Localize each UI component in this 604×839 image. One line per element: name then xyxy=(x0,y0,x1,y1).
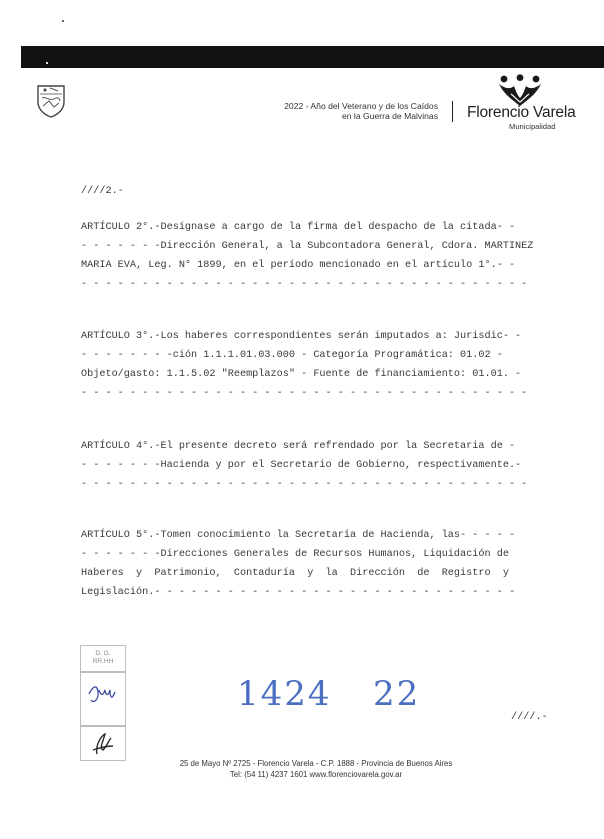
top-black-bar xyxy=(21,46,604,68)
page-marker-top: ////2.- xyxy=(81,186,124,197)
year-motto xyxy=(284,101,438,121)
initials-box xyxy=(80,671,126,727)
article-line: - - - - - - - - - - - - - - - - - - - - - - - - - - - - - - - - - - - - - xyxy=(81,388,528,399)
footer-address: 25 de Mayo Nº 2725 - Florencio Varela - C.P. 1888 - Provincia de Buenos Aires xyxy=(179,759,453,768)
scan-speck xyxy=(46,62,48,64)
article-line: ARTÍCULO 2°.-Desígnase a cargo de la firma del despacho de la citada- - xyxy=(81,222,516,233)
handwritten-initials-icon xyxy=(81,672,125,726)
article-line: Objeto/gasto: 1.1.5.02 "Reemplazos" - Fuente de financiamiento: 01.01. - xyxy=(81,369,522,380)
brand-subtitle: Municipalidad xyxy=(509,122,556,131)
article-line: Legislación.- - - - - - - - - - - - - - - - - - - - - - - - - - - - - - xyxy=(81,587,516,598)
handwritten-signature-icon xyxy=(81,726,125,760)
article-line: - - - - - - - -ción 1.1.1.01.03.000 - Categoría Programática: 01.02 - xyxy=(81,350,503,361)
article-line: ARTÍCULO 4°.-El presente decreto será refrendado por la Secretaria de - xyxy=(81,441,516,452)
header-divider xyxy=(452,101,453,122)
article-line: - - - - - - - - - - - - - - - - - - - - - - - - - - - - - - - - - - - - - xyxy=(81,479,528,490)
motto-line-1: 2022 - Año del Veterano y de los Caídos xyxy=(284,101,438,111)
article-line: - - - - - - -Dirección General, a la Subcontadora General, Cdora. MARTINEZ xyxy=(81,241,534,252)
control-box-rrhh xyxy=(80,645,126,673)
article-line: Haberes y Patrimonio, Contaduría y la Dirección de Registro y xyxy=(81,568,509,579)
article-line: - - - - - - - - - - - - - - - - - - - - - - - - - - - - - - - - - - - - - xyxy=(81,279,528,290)
motto-line-2: en la Guerra de Malvinas xyxy=(341,111,438,121)
article-line: - - - - - - -Hacienda y por el Secretario de Gobierno, respectivamente.- xyxy=(81,460,522,471)
municipal-crest-icon xyxy=(36,84,66,118)
page-marker-bottom: ////.- xyxy=(511,712,548,723)
control-box-label: D. G. RR.HH xyxy=(92,650,114,665)
footer-contact: Tel: (54 11) 4237 1601 www.florenciovarela.gov.ar xyxy=(229,770,403,779)
signature-box xyxy=(80,725,126,761)
article-line: - - - - - - -Direcciones Generales de Recursos Humanos, Liquidación de xyxy=(81,549,509,560)
decree-number-stamp: 1424 xyxy=(237,674,332,714)
article-line: ARTÍCULO 3°.-Los haberes correspondientes serán imputados a: Jurisdic- - xyxy=(81,331,522,342)
brand-name: Florencio Varela xyxy=(467,104,576,121)
scan-speck xyxy=(62,20,64,22)
decree-year-stamp: 22 xyxy=(373,674,421,714)
article-line: ARTÍCULO 5°.-Tomen conocimiento la Secretaría de Hacienda, las- - - - - xyxy=(81,530,516,541)
article-line: MARIA EVA, Leg. N° 1899, en el período mencionado en el artículo 1°.- - xyxy=(81,260,516,271)
florencio-varela-logo-icon xyxy=(496,74,544,108)
